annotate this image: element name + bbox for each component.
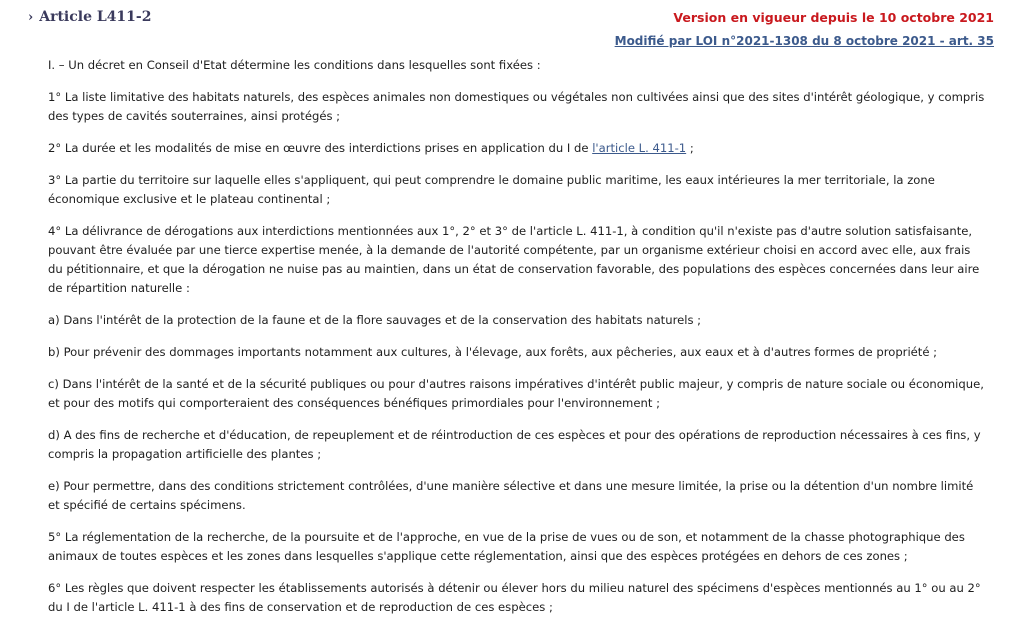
paragraph-intro: I. – Un décret en Conseil d'Etat détermine les conditions dans lesquelles sont fixées :: [48, 58, 541, 72]
article-title-toggle[interactable]: [28, 9, 151, 25]
paragraph-5: 5° La réglementation de la recherche, de la poursuite et de l'approche, en vue de la prise de vues ou de son, et notamment de la chasse photographique des animaux de toutes espèces et les zones dans lesquelles s'applique cette réglementation, ainsi que des espèces protégées en dehors de ces zones ;: [48, 530, 965, 563]
paragraph-c: c) Dans l'intérêt de la santé et de la sécurité publiques ou pour d'autres raisons impératives d'intérêt public majeur, y compris de nature sociale ou économique, et pour des motifs qui comporteraient des conséquences bénéfiques primordiales pour l'environnement ;: [48, 377, 984, 410]
paragraph-6: 6° Les règles que doivent respecter les établissements autorisés à détenir ou élever hors du milieu naturel des spécimens d'espèces mentionnés au 1° ou au 2° du I de l'article L. 411-1 à des fins de conservation et de reproduction de ces espèces ;: [48, 581, 981, 614]
paragraph-2-end: ;: [686, 141, 694, 155]
paragraph-d: d) A des fins de recherche et d'éducation, de repeuplement et de réintroduction de ces espèces et pour des opérations de reproduction nécessaires à ces fins, y compris la propagation artificielle des plantes ;: [48, 428, 981, 461]
modified-by-link[interactable]: Modifié par LOI n°2021-1308 du 8 octobre 2021 - art. 35: [614, 34, 994, 48]
paragraph-b: b) Pour prévenir des dommages importants notamment aux cultures, à l'élevage, aux forêts, aux pêcheries, aux eaux et à d'autres formes de propriété ;: [48, 345, 938, 359]
paragraph-4: 4° La délivrance de dérogations aux interdictions mentionnées aux 1°, 2° et 3° de l'article L. 411-1, à condition qu'il n'existe pas d'autre solution satisfaisante, pouvant être évaluée par une tierce expertise menée, à la demande de l'autorité compétente, par un organisme extérieur choisi en accord avec elle, aux frais du pétitionnaire, et que la dérogation ne nuise pas au maintien, dans un état de conservation favorable, des populations des espèces concernées dans leur aire de répartition naturelle :: [48, 224, 980, 295]
article-title: Article L411-2: [39, 9, 152, 25]
paragraph-2: [48, 139, 988, 158]
paragraph-e: e) Pour permettre, dans des conditions strictement contrôlées, d'une manière sélective et dans une mesure limitée, la prise ou la détention d'un nombre limité et spécifié de certains spécimens.: [48, 479, 974, 512]
article-body: [48, 56, 988, 630]
article-header: [0, 0, 1024, 56]
paragraph-3: 3° La partie du territoire sur laquelle elles s'appliquent, qui peut comprendre le domaine public maritime, les eaux intérieures la mer territoriale, la zone économique exclusive et le plateau continental ;: [48, 173, 935, 206]
paragraph-a: a) Dans l'intérêt de la protection de la faune et de la flore sauvages et de la conservation des habitats naturels ;: [48, 313, 702, 327]
article-l411-1-link[interactable]: l'article L. 411-1: [592, 141, 687, 155]
chevron-right-icon: ›: [28, 10, 34, 25]
paragraph-2-text: 2° La durée et les modalités de mise en œuvre des interdictions prises en application du I de: [48, 141, 593, 155]
version-status: Version en vigueur depuis le 10 octobre 2021: [673, 10, 994, 25]
paragraph-1: 1° La liste limitative des habitats naturels, des espèces animales non domestiques ou végétales non cultivées ainsi que des sites d'intérêt géologique, y compris des types de cavités souterraines, ainsi protégés ;: [48, 90, 985, 123]
